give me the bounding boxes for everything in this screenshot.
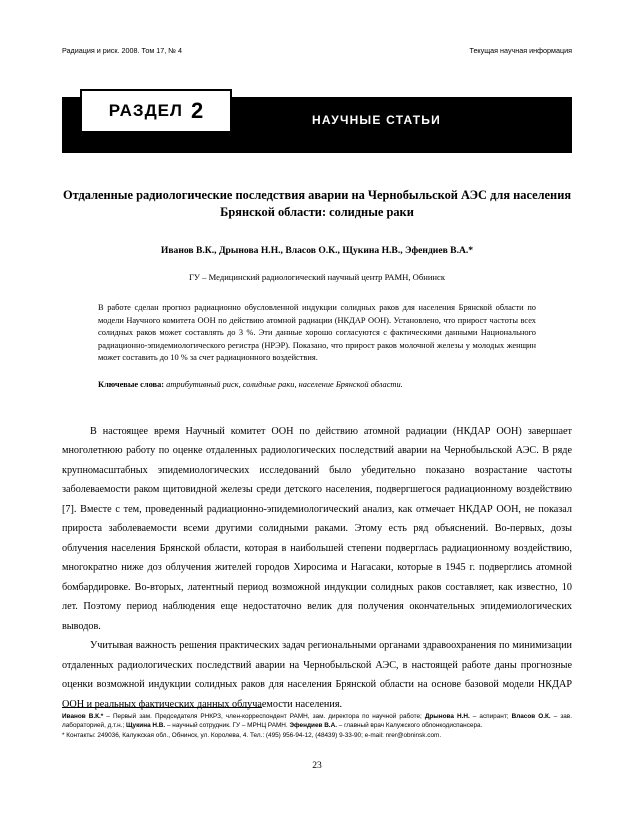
footnote-author-shchukina: Щукина Н.В. <box>126 722 166 730</box>
footnote-author-efendiev: Эфендиев В.А. <box>289 722 337 730</box>
footnote-contacts: * Контакты: 249036, Калужская обл., Обнинск, ул. Королева, 4. Тел.: (495) 956-94-12, (48439) 9-33-90; e-mail: nrer@obninsk.com. <box>62 731 442 739</box>
section-number-box <box>80 89 232 133</box>
running-head-left: Радиация и риск. 2008. Том 17, № 4 <box>62 46 182 55</box>
section-number: 2 <box>190 98 204 123</box>
banner-right-label: НАУЧНЫЕ СТАТЬИ <box>312 113 441 127</box>
footnote-text: – зав. лабораторией, д.т.н.; <box>62 713 572 730</box>
page-number: 23 <box>312 760 322 771</box>
keywords-text: атрибутивный риск, солидные раки, население Брянской области. <box>166 379 403 389</box>
section-label: РАЗДЕЛ <box>108 101 183 120</box>
footnote-author-vlasov: Власов О.К. <box>511 713 551 720</box>
article-title: Отдаленные радиологические последствия аварии на Чернобыльской АЭС для населения Брянской области: солидные раки <box>62 188 572 219</box>
footnote-text: – главный врач Калужского облонкодиспансера. <box>336 722 483 730</box>
running-head-right: Текущая научная информация <box>469 46 572 55</box>
footnote-author-ivanov: Иванов В.К.* <box>62 713 104 720</box>
running-head <box>62 46 572 59</box>
article-abstract: В работе сделан прогноз радиационно обусловленной индукции солидных раков для населения Брянской области по модели Научного комитета ООН по действию атомной радиации (НКДАР ООН). Установлено, что прирост частоты всех солидных раков может составлять до 3 %. Эти данные хорошо согласуются с фактическими данными Национального радиационно-эпидемиологического регистра (НРЭР). Показано, что прирост раков молочной железы у молодых женщин может составить до 10 % за счет радиационного воздействия. <box>98 303 536 363</box>
footnote-line <box>62 713 572 729</box>
footnote-author-drynova: Дрынова Н.Н. <box>424 713 470 720</box>
footnote-divider <box>62 707 262 708</box>
footnote-block <box>62 712 572 740</box>
article-keywords <box>98 379 536 392</box>
footnote-text: – аспирант; <box>469 713 512 720</box>
article-affiliation: ГУ – Медицинский радиологический научный центр РАМН, Обнинск <box>188 272 446 282</box>
section-banner <box>62 97 572 153</box>
article-authors: Иванов В.К., Дрынова Н.Н., Власов О.К., Щукина Н.В., Эфендиев В.А.* <box>160 245 474 256</box>
footnote-text: – научный сотрудник. ГУ – МРНЦ РАМН. <box>165 722 290 730</box>
body-paragraph: Учитывая важность решения практических задач региональными органами здравоохранения по минимизации отдаленных радиологических последствий аварии на Чернобыльской АЭС, в настоящей работе даны прогнозные оценки возможной индукции солидных раков для населения Брянской области на основе базовой модели НКДАР ООН и реальных фактических данных облучаемости населения. <box>62 640 572 710</box>
article-body <box>62 422 572 715</box>
body-paragraph: В настоящее время Научный комитет ООН по действию атомной радиации (НКДАР ООН) завершает многолетнюю работу по оценке отдаленных радиологических последствий аварии на Чернобыльской АЭС. В ряде крупномасштабных эпидемиологических исследований было убедительно показано возрастание частоты заболеваемости раком щитовидной железы среди детского населения, подвергшегося радиационному воздействию [7]. Вместе с тем, проведенный радиационно-эпидемиологический анализ, как отмечает НКДАР ООН, не показал прироста заболеваемости всеми другими солидными раками. Этому есть ряд объяснений. Во-первых, дозы облучения населения Брянской области, которая в наибольшей степени подверглась радиационному воздействию, многократно ниже доз облучения жителей городов Хиросима и Нагасаки, которые в 1945 г. подверглись атомной бомбардировке. Во-вторых, латентный период возможной индукции солидных раков составляет, как известно, 10 лет. Поэтому период наблюдения еще недостаточно велик для получения окончательных эпидемиологических выводов. <box>62 425 572 632</box>
footnote-text: – Первый зам. Председателя РНКРЗ, член-корреспондент РАМН, зам. директора по научной работе; <box>103 713 425 720</box>
keywords-label: Ключевые слова: <box>98 379 165 389</box>
